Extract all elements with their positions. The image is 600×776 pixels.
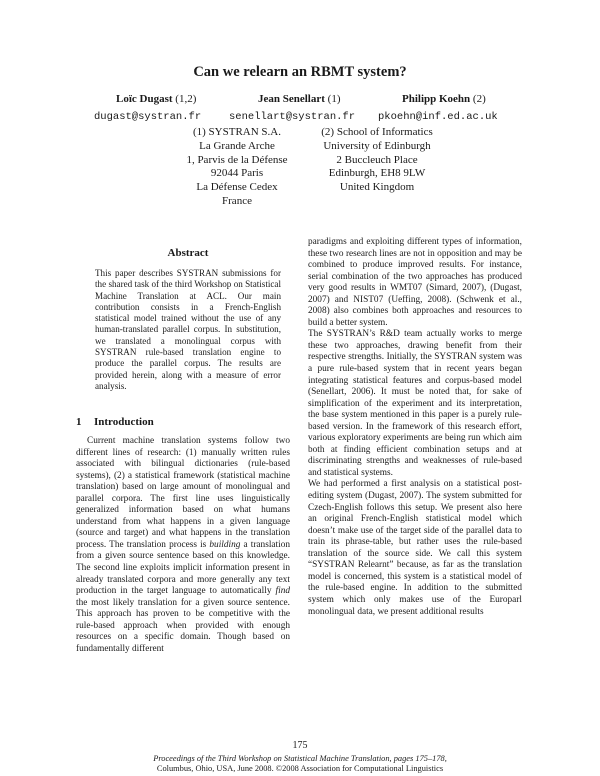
footer-proceedings xyxy=(0,754,600,764)
paper-title: Can we relearn an RBMT system? xyxy=(193,64,407,80)
abstract-text: This paper describes SYSTRAN submissions for the shared task of the third Workshop on Statistical Machine Translation at ACL. Our main contribution consists in a French-English statistical model trained without the use of any human-translated parallel corpus. In substitution, we translated a monolingual corpus with SYSTRAN rule-based translation engine to produce the parallel corpus. The results are provided herein, along with a measure of error analysis. xyxy=(95,268,281,391)
affiliation-edinburgh xyxy=(302,126,452,195)
left-column xyxy=(76,436,290,655)
affiliation-line: Edinburgh, EH8 9LW xyxy=(328,167,426,180)
right-column xyxy=(308,237,522,618)
affiliation-line: La Défense Cedex xyxy=(196,181,278,194)
intro-paragraph-3: We had performed a first analysis on a statistical post-editing system (Dugast, 2007). The system submitted for Czech-English follows this setup. We present also here an original French-English statistical model which doesn’t make use of the target side of the parallel data to train its phrase-table, but rather uses the rule-based translation of the source side. We call this system “SYSTRAN Relearnt” because, as far as the translation model is concerned, this system is a statistical model of the rule-based engine. In addition to the submitted system which only makes use of the Europarl monolingual data, we present additional results xyxy=(308,479,522,617)
author-2-aff: (1) xyxy=(327,93,341,105)
author-3 xyxy=(402,93,486,105)
text-run: the most likely translation for a given source sentence. This approach has proven to be competitive with the rule-based approach when provided with enough resources on a specific domain. Though based on fundamentally different xyxy=(76,597,290,654)
author-1-aff: (1,2) xyxy=(175,93,197,105)
intro-paragraph-2: The SYSTRAN’s R&D team actually works to merge these two approaches, drawing benefit from their respective strengths. Initially, the SYSTRAN system was a pure rule-based system that in recent years began integrating statistical features and corpus-based model (Senellart, 2006). It must be noted that, for sake of simplification of the experiment and its interpretation, the base system mentioned in this paper is a purely rule-based version. In the framework of this research effort, various exploratory experiments are being run which aim both at finding efficient combination setups and at discriminating strengths and weaknesses of rule-based and statistical systems. xyxy=(308,329,522,478)
intro-paragraph-1 xyxy=(76,436,290,655)
footer-line-1: Proceedings of the Third Workshop on Statistical Machine Translation, pages 175–178, xyxy=(153,754,447,763)
affiliation-line: University of Edinburgh xyxy=(323,139,431,152)
section-number: 1 xyxy=(76,416,82,428)
affiliation-line: (2) School of Informatics xyxy=(321,126,433,138)
author-1-email: dugast@systran.fr xyxy=(94,111,202,123)
footer-copyright: Columbus, Ohio, USA, June 2008. ©2008 Association for Computational Linguistics xyxy=(156,764,444,773)
abstract-heading: Abstract xyxy=(167,247,209,259)
page-number: 175 xyxy=(292,740,308,751)
author-2 xyxy=(258,93,341,105)
author-1-name: Loïc Dugast xyxy=(116,93,173,105)
text-run: a translation from a given source sentence based on this knowledge. The second line exploits implicit information present in already translated corpora and more generally any text production in the target language to automatically xyxy=(76,539,290,597)
author-3-email: pkoehn@inf.ed.ac.uk xyxy=(378,111,498,123)
affiliation-line: 2 Buccleuch Place xyxy=(336,153,418,166)
author-2-email: senellart@systran.fr xyxy=(229,111,356,123)
affiliation-line: France xyxy=(222,194,252,207)
affiliation-line: (1) SYSTRAN S.A. xyxy=(192,126,281,138)
section-title: Introduction xyxy=(94,416,154,428)
author-3-aff: (2) xyxy=(472,93,486,105)
affiliation-systran xyxy=(162,126,312,209)
author-1 xyxy=(116,93,196,105)
intro-paragraph-continued: paradigms and exploiting different types of information, these two research lines are not in opposition and may be combined to produce improved results. For instance, serial combination of the two approaches has produced very good results in WMT07 (Simard, 2007), (Dugast, 2007) and NIST07 (Ueffing, 2008). (Schwenk et al., 2008) also combines both approaches and resources to build a better system. xyxy=(308,237,522,328)
author-2-name: Jean Senellart xyxy=(258,93,325,105)
emphasis-building: building xyxy=(209,539,241,550)
section-heading xyxy=(76,416,154,428)
affiliation-line: United Kingdom xyxy=(339,181,415,194)
affiliation-line: 92044 Paris xyxy=(210,167,264,180)
author-3-name: Philipp Koehn xyxy=(402,93,471,105)
emphasis-find: find xyxy=(275,586,290,597)
text-run: Current machine translation systems follow two different lines of research: (1) manually written rules associated with bilingual dictionaries (rule-based systems), (2) a statistical framework (statistical machine translation) based on large amount of monolingual and parallel corpora. The first line uses linguistically generalized information based on what humans understand from what happens in a given language (source and target) and what happens in the translation process. The translation process is xyxy=(76,436,290,550)
affiliation-line: 1, Parvis de la Défense xyxy=(186,153,288,166)
affiliation-line: La Grande Arche xyxy=(199,139,275,152)
